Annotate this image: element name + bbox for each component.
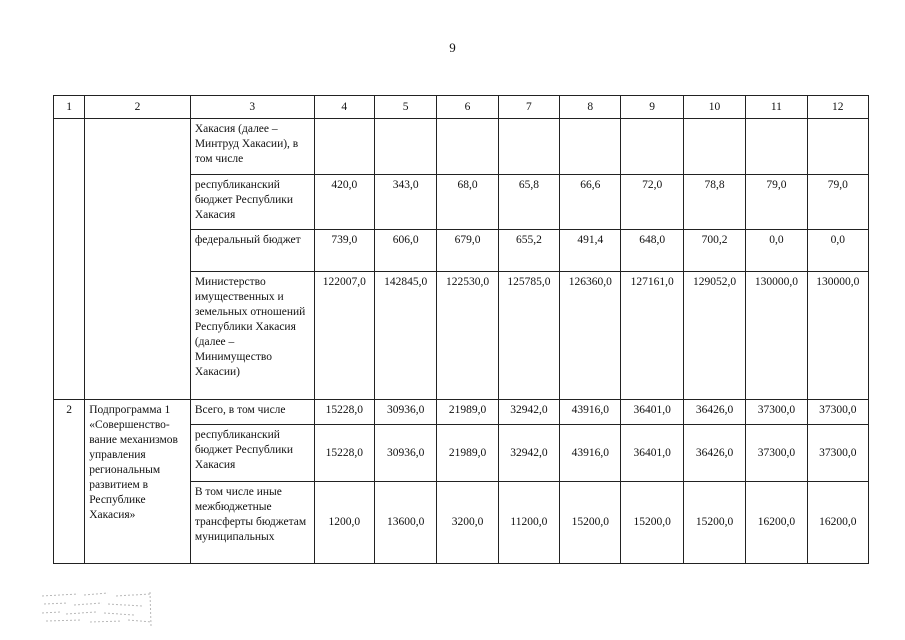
value-cell: 37300,0 bbox=[807, 400, 868, 425]
header-cell: 8 bbox=[560, 96, 621, 119]
value-cell bbox=[374, 119, 436, 175]
value-cell: 655,2 bbox=[498, 230, 559, 272]
page-number: 9 bbox=[449, 40, 456, 55]
source-label: Хакасия (далее – Минтруд Хакасии), в том числе bbox=[190, 119, 314, 175]
source-label: Всего, в том числе bbox=[190, 400, 314, 425]
value-cell: 142845,0 bbox=[374, 272, 436, 400]
value-cell: 16200,0 bbox=[746, 482, 807, 564]
source-label: В том числе иные межбюджетные трансферты бюджетам муниципальных bbox=[190, 482, 314, 564]
value-cell bbox=[746, 119, 807, 175]
value-cell: 21989,0 bbox=[437, 425, 498, 482]
value-cell: 15200,0 bbox=[560, 482, 621, 564]
value-cell bbox=[560, 119, 621, 175]
value-cell: 37300,0 bbox=[746, 400, 807, 425]
value-cell: 32942,0 bbox=[498, 400, 559, 425]
value-cell: 129052,0 bbox=[683, 272, 745, 400]
value-cell: 15228,0 bbox=[314, 400, 374, 425]
value-cell: 13600,0 bbox=[374, 482, 436, 564]
value-cell: 606,0 bbox=[374, 230, 436, 272]
row-number-cell: 2 bbox=[54, 400, 85, 564]
budget-table bbox=[53, 95, 869, 564]
value-cell: 0,0 bbox=[746, 230, 807, 272]
header-cell: 3 bbox=[190, 96, 314, 119]
source-label: федеральный бюджет bbox=[190, 230, 314, 272]
value-cell: 126360,0 bbox=[560, 272, 621, 400]
scan-stamp-mark bbox=[38, 588, 156, 628]
header-cell: 6 bbox=[437, 96, 498, 119]
value-cell: 130000,0 bbox=[807, 272, 868, 400]
value-cell: 0,0 bbox=[807, 230, 868, 272]
value-cell: 79,0 bbox=[807, 175, 868, 230]
value-cell: 36401,0 bbox=[621, 425, 683, 482]
value-cell: 11200,0 bbox=[498, 482, 559, 564]
header-cell: 12 bbox=[807, 96, 868, 119]
value-cell: 79,0 bbox=[746, 175, 807, 230]
header-cell: 10 bbox=[683, 96, 745, 119]
value-cell: 36426,0 bbox=[683, 400, 745, 425]
value-cell: 21989,0 bbox=[437, 400, 498, 425]
value-cell: 30936,0 bbox=[374, 400, 436, 425]
subprogram-name-cell: Подпрограмма 1 «Совершенство-вание механизмов управления региональным развитием в Республике Хакасия» bbox=[85, 400, 191, 564]
value-cell: 122530,0 bbox=[437, 272, 498, 400]
value-cell: 343,0 bbox=[374, 175, 436, 230]
value-cell: 700,2 bbox=[683, 230, 745, 272]
source-label: республиканский бюджет Республики Хакасия bbox=[190, 425, 314, 482]
value-cell: 122007,0 bbox=[314, 272, 374, 400]
header-cell: 1 bbox=[54, 96, 85, 119]
value-cell: 3200,0 bbox=[437, 482, 498, 564]
value-cell bbox=[314, 119, 374, 175]
header-cell: 4 bbox=[314, 96, 374, 119]
value-cell bbox=[683, 119, 745, 175]
value-cell bbox=[807, 119, 868, 175]
value-cell: 72,0 bbox=[621, 175, 683, 230]
value-cell: 68,0 bbox=[437, 175, 498, 230]
source-label: Министерство имущественных и земельных отношений Республики Хакасия (далее – Минимущество Хакасии) bbox=[190, 272, 314, 400]
value-cell: 30936,0 bbox=[374, 425, 436, 482]
value-cell: 37300,0 bbox=[807, 425, 868, 482]
row-number-cell bbox=[54, 119, 85, 400]
value-cell: 36426,0 bbox=[683, 425, 745, 482]
value-cell: 15228,0 bbox=[314, 425, 374, 482]
source-label: республиканский бюджет Республики Хакасия bbox=[190, 175, 314, 230]
value-cell: 37300,0 bbox=[746, 425, 807, 482]
program-name-cell bbox=[85, 119, 191, 400]
header-cell: 5 bbox=[374, 96, 436, 119]
header-cell: 11 bbox=[746, 96, 807, 119]
header-cell: 2 bbox=[85, 96, 191, 119]
value-cell: 679,0 bbox=[437, 230, 498, 272]
table-row bbox=[54, 400, 869, 425]
value-cell: 491,4 bbox=[560, 230, 621, 272]
value-cell: 65,8 bbox=[498, 175, 559, 230]
value-cell: 32942,0 bbox=[498, 425, 559, 482]
value-cell: 15200,0 bbox=[683, 482, 745, 564]
value-cell bbox=[498, 119, 559, 175]
value-cell: 739,0 bbox=[314, 230, 374, 272]
value-cell: 43916,0 bbox=[560, 400, 621, 425]
value-cell: 43916,0 bbox=[560, 425, 621, 482]
value-cell bbox=[621, 119, 683, 175]
table-row bbox=[54, 119, 869, 175]
value-cell: 648,0 bbox=[621, 230, 683, 272]
value-cell: 127161,0 bbox=[621, 272, 683, 400]
value-cell bbox=[437, 119, 498, 175]
value-cell: 66,6 bbox=[560, 175, 621, 230]
header-cell: 9 bbox=[621, 96, 683, 119]
value-cell: 125785,0 bbox=[498, 272, 559, 400]
value-cell: 36401,0 bbox=[621, 400, 683, 425]
header-cell: 7 bbox=[498, 96, 559, 119]
value-cell: 420,0 bbox=[314, 175, 374, 230]
header-row bbox=[54, 96, 869, 119]
value-cell: 130000,0 bbox=[746, 272, 807, 400]
value-cell: 78,8 bbox=[683, 175, 745, 230]
value-cell: 16200,0 bbox=[807, 482, 868, 564]
value-cell: 15200,0 bbox=[621, 482, 683, 564]
value-cell: 1200,0 bbox=[314, 482, 374, 564]
